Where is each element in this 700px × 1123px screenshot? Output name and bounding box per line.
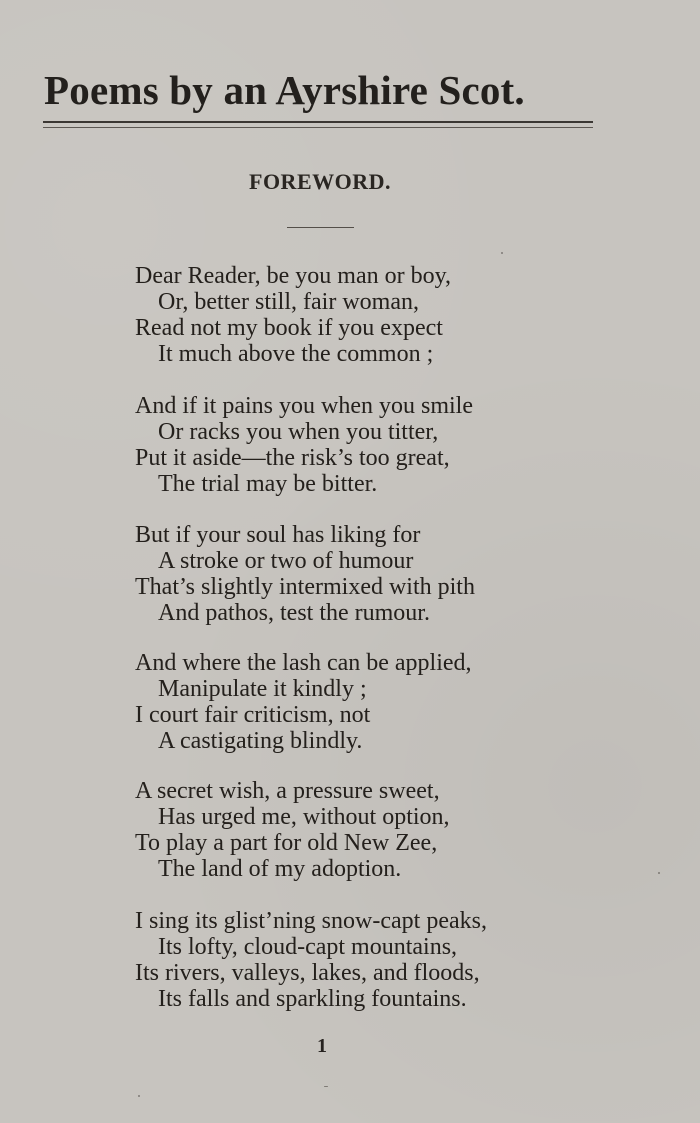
poem-line: Dear Reader, be you man or boy, — [135, 263, 452, 289]
poem-line: That’s slightly intermixed with pith — [135, 574, 475, 600]
poem-line: It much above the common ; — [158, 341, 434, 367]
poem-line: A stroke or two of humour — [158, 548, 414, 574]
paper-speck — [138, 1095, 140, 1097]
poem-line: Read not my book if you expect — [135, 315, 443, 341]
paper-speck — [501, 252, 503, 254]
poem-line: Or, better still, fair woman, — [158, 289, 419, 315]
running-title: Poems by an Ayrshire Scot. — [44, 67, 525, 113]
poem-line: Has urged me, without option, — [158, 804, 450, 830]
poem-line: Manipulate it kindly ; — [158, 676, 367, 702]
page-number: 1 — [317, 1035, 327, 1057]
foreword-heading: FOREWORD. — [249, 169, 391, 194]
poem-line: A castigating blindly. — [158, 728, 363, 754]
poem-line: And pathos, test the rumour. — [158, 600, 430, 626]
poem-line: Put it aside—the risk’s too great, — [135, 445, 450, 471]
paper-speck — [658, 872, 660, 874]
poem-line: And if it pains you when you smile — [135, 393, 473, 419]
poem-line: I sing its glist’ning snow-capt peaks, — [135, 908, 487, 934]
poem-line: Its falls and sparkling fountains. — [158, 986, 467, 1012]
poem-line: But if your soul has liking for — [135, 522, 421, 548]
poem-line: Its lofty, cloud-capt mountains, — [158, 934, 458, 960]
poem-line: Its rivers, valleys, lakes, and floods, — [135, 960, 480, 986]
poem-line: The trial may be bitter. — [158, 471, 378, 497]
poem-line: A secret wish, a pressure sweet, — [135, 778, 440, 804]
paper-speck — [324, 1086, 328, 1087]
poem-line: The land of my adoption. — [158, 856, 402, 882]
poem-line: I court fair criticism, not — [135, 702, 371, 728]
poem-line: Or racks you when you titter, — [158, 419, 439, 445]
poem-line: To play a part for old New Zee, — [135, 830, 438, 856]
poem-line: And where the lash can be applied, — [135, 650, 472, 676]
